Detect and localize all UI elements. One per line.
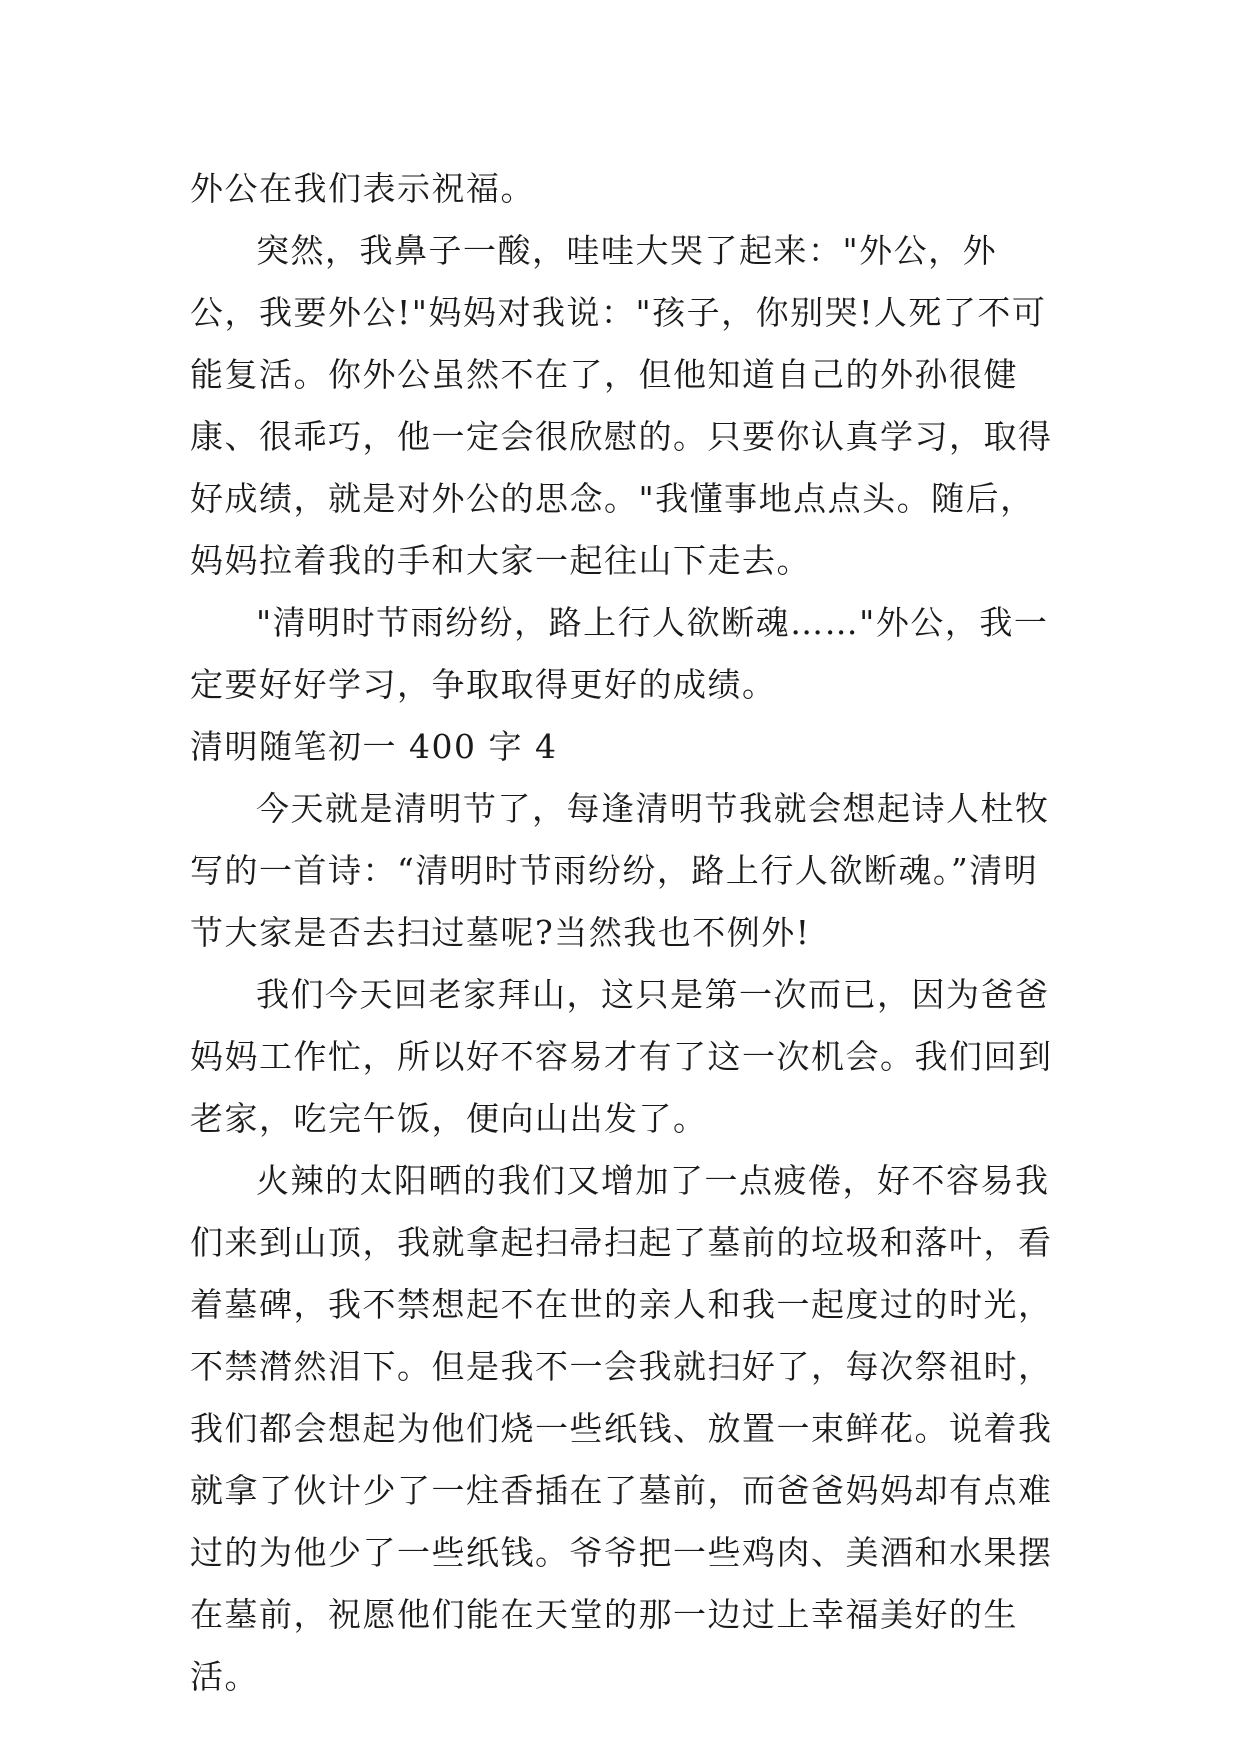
- paragraph: 突然，我鼻子一酸，哇哇大哭了起来："外公，外公，我要外公!"妈妈对我说："孩子，你别哭!人死了不可能复活。你外公虽然不在了，但他知道自己的外孙很健康、很乖巧，他一定会很欣慰的。只要你认真学习，取得好成绩，就是对外公的思念。"我懂事地点点头。随后，妈妈拉着我的手和大家一起往山下走去。: [190, 231, 1053, 580]
- paragraph: 今天就是清明节了，每逢清明节我就会想起诗人杜牧写的一首诗：“清明时节雨纷纷，路上行人欲断魂。”清明节大家是否去扫过墓呢?当然我也不例外!: [190, 789, 1050, 952]
- section-title: 清明随笔初一 400 字 4: [190, 727, 558, 766]
- paragraph: "清明时节雨纷纷，路上行人欲断魂……"外公，我一定要好好学习，争取取得更好的成绩。: [190, 603, 1049, 704]
- paragraph: 外公在我们表示祝福。: [190, 169, 535, 208]
- paragraph: 火辣的太阳晒的我们又增加了一点疲倦，好不容易我们来到山顶，我就拿起扫帚扫起了墓前的垃圾和落叶，看着墓碑，我不禁想起不在世的亲人和我一起度过的时光，不禁潸然泪下。但是我不一会我就扫好了，每次祭祖时，我们都会想起为他们烧一些纸钱、放置一束鲜花。说着我就拿了伙计少了一炷香插在了墓前，而爸爸妈妈却有点难过的为他少了一些纸钱。爷爷把一些鸡肉、美酒和水果摆在墓前，祝愿他们能在天堂的那一边过上幸福美好的生活。: [190, 1161, 1053, 1696]
- document-body: [190, 158, 1060, 1708]
- paragraph: 我们今天回老家拜山，这只是第一次而已，因为爸爸妈妈工作忙，所以好不容易才有了这一次机会。我们回到老家，吃完午饭，便向山出发了。: [190, 975, 1053, 1138]
